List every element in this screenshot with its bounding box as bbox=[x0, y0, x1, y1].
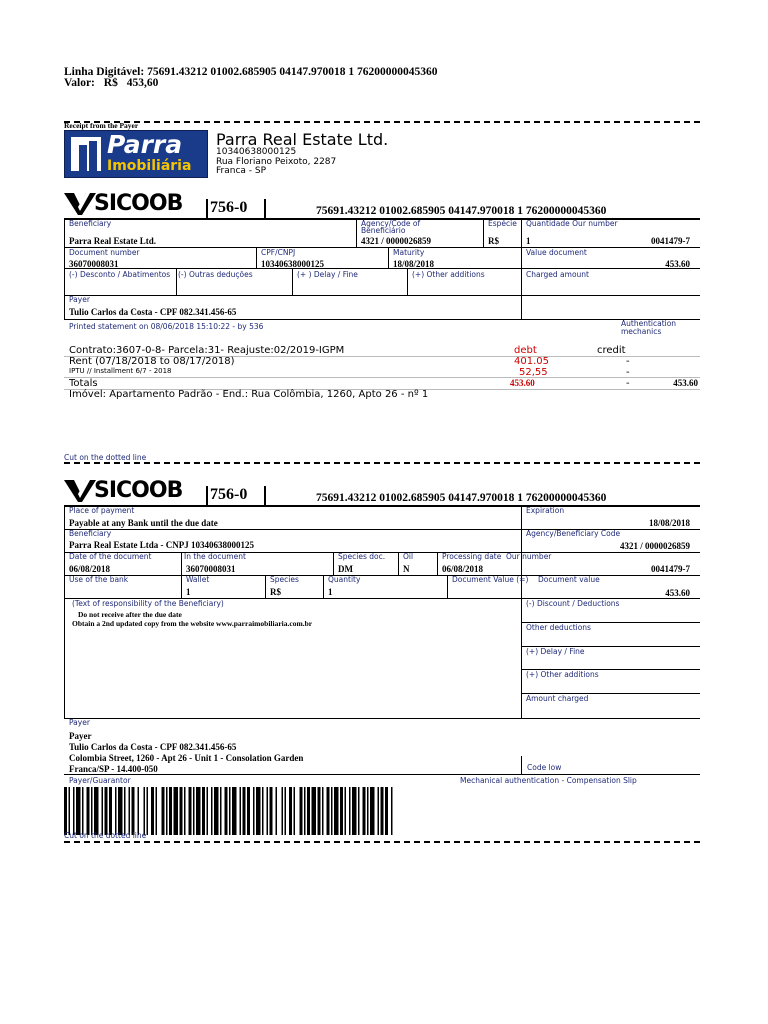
slip-discount-label: (-) Discount / Deductions bbox=[526, 599, 620, 608]
oil-value: N bbox=[403, 564, 410, 574]
barcode-bar bbox=[340, 787, 343, 835]
slip-digitable-line: 75691.43212 01002.685905 04147.970018 1 76200000045360 bbox=[316, 492, 607, 504]
barcode-bar bbox=[118, 787, 123, 835]
barcode-bar bbox=[64, 787, 67, 835]
barcode-bar bbox=[69, 787, 71, 835]
beneficiary-label: Beneficiary bbox=[69, 219, 112, 228]
barcode-bar bbox=[318, 787, 321, 835]
doc-number-value: 36070008031 bbox=[69, 259, 119, 269]
discount-label: (-) Desconto / Abatimentos bbox=[69, 270, 171, 279]
barcode-bar bbox=[189, 787, 192, 835]
barcode-bar bbox=[129, 787, 131, 835]
debt-header: debt bbox=[514, 345, 537, 356]
delay-label: (+ ) Delay / Fine bbox=[297, 270, 358, 279]
barcode-bar bbox=[243, 787, 246, 835]
maturity-value: 18/08/2018 bbox=[393, 259, 435, 269]
in-doc-value: 36070008031 bbox=[186, 564, 236, 574]
barcode-bar bbox=[229, 787, 231, 835]
barcode-bar bbox=[262, 787, 264, 835]
oil-label: Oil bbox=[403, 552, 414, 561]
receipt-digitable-line: 75691.43212 01002.685905 04147.970018 1 76200000045360 bbox=[316, 205, 607, 217]
barcode-bar bbox=[267, 787, 269, 835]
barcode-bar bbox=[169, 787, 172, 835]
expiration-value: 18/08/2018 bbox=[648, 518, 690, 528]
rent-credit: - bbox=[626, 356, 630, 367]
barcode-bar bbox=[105, 787, 108, 835]
doc-value-label bbox=[452, 576, 528, 584]
payer-value: Tulio Carlos da Costa - CPF 082.341.456-65 bbox=[69, 307, 237, 317]
barcode-bar bbox=[378, 787, 380, 835]
slip-bank-name: SICOOB bbox=[94, 478, 183, 503]
barcode-bar bbox=[180, 787, 183, 835]
barcode-bar bbox=[307, 787, 310, 835]
code-low-label: Code low bbox=[527, 763, 562, 772]
valor-header bbox=[64, 77, 158, 89]
barcode-bar bbox=[331, 787, 333, 835]
our-number-label: Our number bbox=[572, 219, 618, 228]
cpf-label: CPF/CNPJ bbox=[261, 248, 296, 257]
slip-bank-code: 756-0 bbox=[210, 486, 248, 503]
barcode-bar bbox=[367, 787, 369, 835]
receipt-title: Receipt from the Payer bbox=[64, 121, 139, 130]
quantity-label-text: Quantidade bbox=[526, 219, 570, 228]
barcode-bar bbox=[256, 787, 261, 835]
in-doc-label: In the document bbox=[184, 552, 246, 561]
barcode-bar bbox=[211, 787, 213, 835]
expiration-label: Expiration bbox=[526, 506, 565, 515]
x-mark: (=) bbox=[516, 575, 529, 584]
totals-credit: - bbox=[626, 378, 630, 389]
date-doc-label: Date of the document bbox=[69, 552, 152, 561]
barcode-bar bbox=[289, 787, 292, 835]
barcode-bar bbox=[207, 787, 209, 835]
beneficiary-value: Parra Real Estate Ltd. bbox=[69, 236, 156, 246]
value-doc-label: Value document bbox=[526, 248, 587, 257]
iptu-credit: - bbox=[626, 367, 630, 378]
top-dotted-line bbox=[64, 121, 700, 123]
barcode-bar bbox=[381, 787, 384, 835]
slip-delay-label: (+) Delay / Fine bbox=[526, 647, 585, 656]
barcode-bar bbox=[240, 787, 242, 835]
barcode-bar bbox=[73, 787, 75, 835]
company-cnpj: 10340638000125 bbox=[216, 147, 297, 157]
barcode-bar bbox=[225, 787, 228, 835]
logo-word-parra: Parra bbox=[107, 130, 183, 159]
slip-our-number-value: 0041479-7 bbox=[651, 564, 690, 574]
barcode-bar bbox=[102, 787, 104, 835]
barcode-bar bbox=[370, 787, 375, 835]
slip-payer-name: Tulio Carlos da Costa - CPF 082.341.456-65 bbox=[69, 742, 237, 752]
slip-amount-charged-label: Amount charged bbox=[526, 694, 589, 703]
barcode-bar bbox=[285, 787, 287, 835]
credit-header: credit bbox=[597, 345, 626, 356]
bank-name: SICOOB bbox=[94, 191, 183, 216]
especie-label: Espécie bbox=[488, 219, 517, 228]
payer-guarantor-label: Payer/Guarantor bbox=[69, 776, 131, 785]
barcode-bar bbox=[220, 787, 222, 835]
barcode-bar bbox=[91, 787, 93, 835]
barcode-bar bbox=[82, 787, 84, 835]
mech-auth-label: Mechanical authentication - Compensation Slip bbox=[460, 776, 637, 785]
processing-label: Processing date bbox=[442, 552, 502, 561]
slip-quantity-label: Quantity bbox=[328, 575, 361, 584]
species-doc-value: DM bbox=[338, 564, 353, 574]
slip-agency-value: 4321 / 0000026859 bbox=[619, 541, 690, 551]
place-value: Payable at any Bank until the due date bbox=[69, 518, 218, 528]
totals-total: 453.60 bbox=[673, 378, 698, 388]
barcode-bar bbox=[193, 787, 195, 835]
sicoob-logo bbox=[64, 191, 188, 217]
barcode-bar bbox=[109, 787, 112, 835]
slip-payer-city: Franca/SP - 14.400-050 bbox=[69, 764, 158, 774]
doc-value-text: Document Value bbox=[452, 575, 514, 584]
cut-dotted-line-1 bbox=[64, 462, 700, 464]
barcode-bar bbox=[312, 787, 317, 835]
valor-value: 453,60 bbox=[126, 77, 159, 89]
barcode-bar bbox=[294, 787, 296, 835]
processing-value: 06/08/2018 bbox=[442, 564, 484, 574]
slip-payer-address: Colombia Street, 1260 - Apt 26 - Unit 1 - Consolation Garden bbox=[69, 753, 304, 763]
barcode-bar bbox=[147, 787, 149, 835]
slip-other-deductions-label: Other deductions bbox=[526, 623, 591, 632]
company-city: Franca - SP bbox=[216, 166, 267, 176]
other-deductions-label: (-) Outras deduções bbox=[178, 270, 253, 279]
barcode-bar bbox=[156, 787, 158, 835]
totals-debt: 453.60 bbox=[510, 378, 535, 388]
barcode-bar bbox=[327, 787, 330, 835]
barcode-bar bbox=[162, 787, 165, 835]
wallet-value: 1 bbox=[186, 587, 191, 597]
slip-agency-label: Agency/Beneficiary Code bbox=[526, 529, 621, 538]
instruction-2: Obtain a 2nd updated copy from the website www.parraimobiliaria.com.br bbox=[72, 619, 313, 628]
auth-mechanics: Authentication mechanics bbox=[621, 319, 677, 336]
company-name: Parra Real Estate Ltd. bbox=[216, 130, 389, 149]
barcode-bar bbox=[270, 787, 273, 835]
property-line: Imóvel: Apartamento Padrão - End.: Rua Colômbia, 1260, Apto 26 - nº 1 bbox=[69, 389, 429, 400]
barcode-bar bbox=[352, 787, 357, 835]
instruction-1: Do not receive after the due date bbox=[78, 610, 182, 619]
barcode-bar bbox=[76, 787, 81, 835]
barcode-bar bbox=[304, 787, 306, 835]
company-street: Rua Floriano Peixoto, 2287 bbox=[216, 157, 337, 167]
barcode-bar bbox=[202, 787, 205, 835]
quantity-value: 1 bbox=[526, 236, 531, 246]
slip-our-number-label: Our number bbox=[506, 552, 552, 561]
slip-beneficiary-value: Parra Real Estate Ltda - CNPJ 10340638000125 bbox=[69, 540, 254, 550]
valor-currency: R$ bbox=[103, 77, 118, 89]
barcode-bar bbox=[385, 787, 388, 835]
date-doc-value: 06/08/2018 bbox=[69, 564, 111, 574]
agency-value: 4321 / 0000026859 bbox=[361, 236, 432, 246]
barcode-bar bbox=[151, 787, 154, 835]
place-label: Place of payment bbox=[69, 506, 135, 515]
barcode-bar bbox=[196, 787, 201, 835]
printed-statement: Printed statement on 08/06/2018 15:10:22 - by 536 bbox=[69, 322, 264, 331]
logo-building-icon bbox=[71, 137, 101, 171]
doc-number-label: Document number bbox=[69, 248, 140, 257]
logo-word-imobiliaria: Imobiliária bbox=[107, 158, 192, 174]
barcode-bar bbox=[184, 787, 186, 835]
barcode-bar bbox=[276, 787, 278, 835]
barcode-bar bbox=[345, 787, 347, 835]
contract-line: Contrato:3607-0-8- Parcela:31- Reajuste:02/2019-IGPM bbox=[69, 345, 345, 356]
bank-code: 756-0 bbox=[210, 199, 248, 216]
valor-label: Valor: bbox=[64, 77, 95, 89]
barcode-bar bbox=[358, 787, 360, 835]
especie-value: R$ bbox=[488, 236, 499, 246]
linha-value: 75691.43212 01002.685905 04147.970018 1 76200000045360 bbox=[147, 66, 438, 78]
slip-value-doc-label: Document value bbox=[538, 575, 600, 584]
barcode-bar bbox=[282, 787, 284, 835]
maturity-label: Maturity bbox=[393, 248, 425, 257]
species-label: Species bbox=[270, 575, 299, 584]
use-bank-label: Use of the bank bbox=[69, 575, 129, 584]
barcode-bar bbox=[391, 787, 393, 835]
barcode-bar bbox=[349, 787, 351, 835]
barcode-bar bbox=[115, 787, 117, 835]
cpf-value: 10340638000125 bbox=[261, 259, 324, 269]
barcode-bar bbox=[174, 787, 179, 835]
barcode-bar bbox=[132, 787, 135, 835]
slip-payer-title: Payer bbox=[69, 731, 92, 741]
barcode bbox=[64, 787, 394, 835]
parra-logo bbox=[64, 130, 208, 178]
slip-beneficiary-label: Beneficiary bbox=[69, 529, 112, 538]
value-doc-value: 453.60 bbox=[665, 259, 690, 269]
species-doc-label: Species doc. bbox=[338, 552, 386, 561]
barcode-bar bbox=[94, 787, 99, 835]
cut-line-label-1: Cut on the dotted line bbox=[64, 453, 147, 462]
slip-other-additions-label: (+) Other additions bbox=[526, 670, 599, 679]
text-resp-label: (Text of responsibility of the Beneficiary) bbox=[72, 599, 224, 608]
barcode-bar bbox=[334, 787, 339, 835]
species-value: R$ bbox=[270, 587, 281, 597]
linha-label: Linha Digitável: bbox=[64, 66, 145, 78]
barcode-bar bbox=[322, 787, 324, 835]
barcode-bar bbox=[247, 787, 250, 835]
barcode-bar bbox=[214, 787, 219, 835]
iptu-line: IPTU // Installment 6/7 - 2018 bbox=[69, 367, 172, 375]
iptu-debt: 52,55 bbox=[519, 367, 548, 378]
rent-line: Rent (07/18/2018 to 08/17/2018) bbox=[69, 356, 235, 367]
barcode-bar bbox=[232, 787, 237, 835]
wallet-label: Wallet bbox=[186, 575, 210, 584]
agency-label: Agency/Code of Beneficiário bbox=[361, 219, 421, 235]
other-additions-label: (+) Other additions bbox=[412, 270, 485, 279]
barcode-bar bbox=[144, 787, 146, 835]
cut-line-label-2: Cut on the dotted line bbox=[64, 831, 147, 840]
our-number-value: 0041479-7 bbox=[651, 236, 690, 246]
barcode-bar bbox=[363, 787, 366, 835]
barcode-bar bbox=[138, 787, 140, 835]
barcode-bar bbox=[124, 787, 126, 835]
barcode-bar bbox=[253, 787, 255, 835]
barcode-bar bbox=[166, 787, 168, 835]
barcode-bar bbox=[300, 787, 303, 835]
quantity-label bbox=[526, 220, 618, 228]
cut-dotted-line-2 bbox=[64, 841, 700, 843]
slip-payer-label: Payer bbox=[69, 718, 90, 727]
slip-quantity-value: 1 bbox=[328, 587, 333, 597]
slip-sicoob-logo bbox=[64, 478, 188, 504]
payer-label: Payer bbox=[69, 295, 90, 304]
slip-value-doc-value: 453.60 bbox=[665, 588, 690, 598]
rent-debt: 401.05 bbox=[514, 356, 549, 367]
charged-amount-label: Charged amount bbox=[526, 270, 589, 279]
totals-label: Totals bbox=[69, 378, 98, 389]
barcode-bar bbox=[87, 787, 90, 835]
